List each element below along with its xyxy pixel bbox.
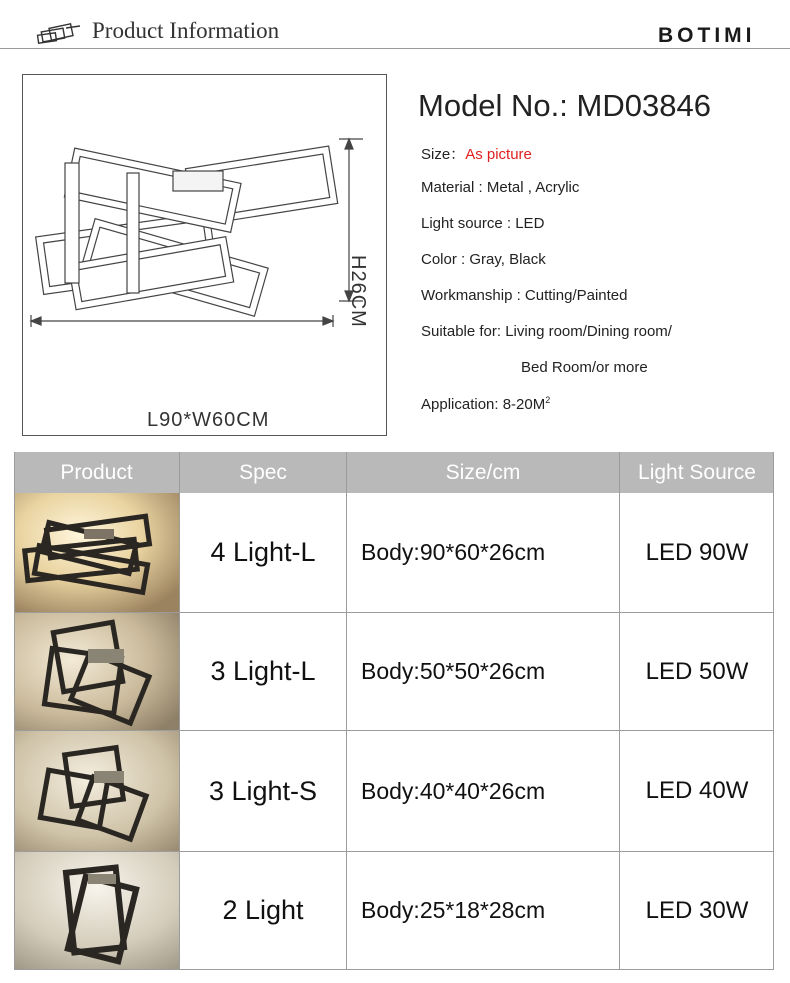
table-row xyxy=(14,493,774,613)
table-divider xyxy=(346,452,347,970)
row-light: LED 30W xyxy=(645,896,749,924)
size-dimension-label: L90*W60CM xyxy=(147,409,270,431)
height-dimension-label: H26CM xyxy=(347,255,369,328)
row-size: Body:90*60*26cm xyxy=(361,539,546,565)
row-light: LED 40W xyxy=(645,777,749,804)
table-header xyxy=(14,452,774,493)
lamp-diagram xyxy=(23,75,388,437)
table-border-right xyxy=(773,452,774,970)
spec-color: Color : Gray, Black xyxy=(421,251,546,268)
lamp-photo xyxy=(14,852,179,969)
row-light: LED 50W xyxy=(645,657,749,685)
lamp-sketch-icon xyxy=(36,22,88,48)
model-value: MD03846 xyxy=(576,88,711,123)
application-sup: 2 xyxy=(545,395,551,405)
row-light: LED 90W xyxy=(645,538,749,566)
row-size: Body:50*50*26cm xyxy=(361,658,546,684)
table-row xyxy=(14,852,774,970)
spec-material: Material : Metal , Acrylic xyxy=(421,179,580,196)
application-text: Application: 8-20M xyxy=(421,396,546,413)
spec-light-source: Light source : LED xyxy=(421,215,545,232)
size-label: Size： xyxy=(421,146,466,163)
table-row xyxy=(14,613,774,731)
spec-suitable: Suitable for: Living room/Dining room/ xyxy=(421,323,672,340)
row-spec: 3 Light-L xyxy=(210,656,316,686)
dimension-diagram xyxy=(22,74,387,436)
spec-size xyxy=(421,143,532,164)
table-border-left xyxy=(14,452,15,970)
table-row xyxy=(14,731,774,852)
table-divider xyxy=(619,452,620,970)
model-label: Model No.: xyxy=(418,88,568,123)
lamp-photo xyxy=(14,731,179,851)
brand-logo: BOTIMI xyxy=(658,24,756,47)
header-product: Product xyxy=(60,461,133,484)
page-header xyxy=(0,0,790,52)
header-divider xyxy=(0,48,790,49)
row-spec: 2 Light xyxy=(222,895,304,925)
spec-suitable-cont: Bed Room/or more xyxy=(521,359,648,376)
row-size: Body:25*18*28cm xyxy=(361,897,546,923)
model-number xyxy=(418,88,711,124)
row-spec: 3 Light-S xyxy=(208,775,318,806)
page-title: Product Information xyxy=(92,18,280,43)
size-value: As picture xyxy=(465,146,532,163)
lamp-photo xyxy=(14,613,179,730)
row-spec: 4 Light-L xyxy=(210,537,316,567)
header-spec: Spec xyxy=(239,461,287,484)
header-size: Size/cm xyxy=(445,461,521,484)
spec-application xyxy=(421,395,550,413)
table-divider xyxy=(179,452,180,970)
header-light-source: Light Source xyxy=(638,461,756,484)
spec-workmanship: Workmanship : Cutting/Painted xyxy=(421,287,628,304)
row-size: Body:40*40*26cm xyxy=(361,777,546,804)
lamp-photo xyxy=(14,493,179,612)
